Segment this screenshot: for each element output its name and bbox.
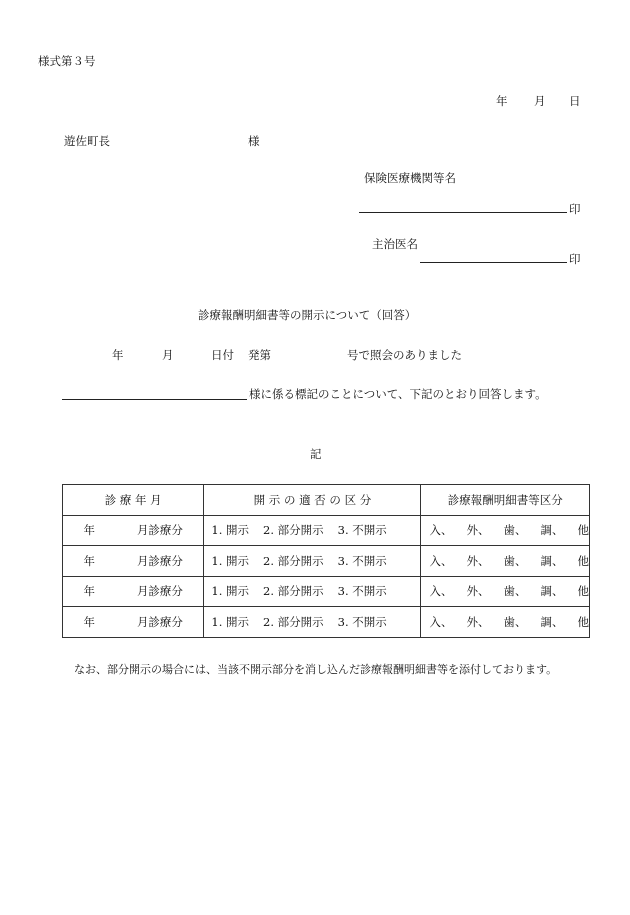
row-year-label: 年 (83, 523, 95, 538)
ref-month: 月 (162, 348, 174, 362)
doctor-signature-line (420, 262, 567, 263)
header-treatment-month: 診 療 年 月 (63, 485, 204, 516)
body-text: 様に係る標記のことについて、下記のとおり回答します。 (249, 387, 547, 401)
option-disclose: 1. 開示 (211, 584, 250, 599)
treatment-month-cell (63, 607, 204, 638)
date-year-label: 年 (496, 94, 508, 108)
disclosure-options-cell (204, 515, 421, 546)
kind-outpatient: 外、 (466, 523, 490, 538)
disclosure-options-cell (204, 576, 421, 607)
option-partial: 2. 部分開示 (263, 614, 324, 629)
form-number: 様式第３号 (38, 54, 96, 68)
patient-name-line (62, 399, 247, 400)
option-partial: 2. 部分開示 (263, 584, 324, 599)
statement-type-cell (421, 576, 590, 607)
ref-day: 日付 (211, 348, 234, 362)
option-disclose: 1. 開示 (211, 523, 250, 538)
kind-pharmacy: 調、 (540, 614, 564, 629)
document-title: 診療報酬明細書等の開示について（回答） (198, 308, 417, 322)
ref-issue: 発第 (248, 348, 271, 362)
row-month-label: 月診療分 (136, 614, 183, 629)
kind-dental: 歯、 (503, 584, 527, 599)
statement-type-cell (421, 546, 590, 577)
statement-type-cell (421, 515, 590, 546)
kind-outpatient: 外、 (466, 553, 490, 568)
table-header-row (63, 485, 590, 516)
date-day-label: 日 (569, 94, 581, 108)
date-month-label: 月 (534, 94, 546, 108)
table-row (63, 576, 590, 607)
kind-dental: 歯、 (503, 523, 527, 538)
addressee-name: 遊佐町長 (64, 134, 110, 148)
doctor-seal: 印 (569, 252, 581, 266)
header-statement-type: 診療報酬明細書等区分 (421, 485, 590, 516)
kind-inpatient: 入、 (429, 523, 453, 538)
institution-signature-line (359, 212, 567, 213)
row-month-label: 月診療分 (136, 584, 183, 599)
option-disclose: 1. 開示 (211, 614, 250, 629)
ki-heading: 記 (310, 447, 322, 461)
row-month-label: 月診療分 (136, 523, 183, 538)
addressee-honorific: 様 (248, 134, 260, 148)
treatment-month-cell (63, 546, 204, 577)
row-year-label: 年 (83, 553, 95, 568)
kind-pharmacy: 調、 (540, 553, 564, 568)
option-nondisclose: 3. 不開示 (337, 584, 387, 599)
disclosure-table (62, 484, 590, 638)
table-row (63, 546, 590, 577)
kind-other: 他 (577, 523, 589, 538)
doctor-label: 主治医名 (372, 237, 418, 251)
kind-pharmacy: 調、 (540, 523, 564, 538)
option-partial: 2. 部分開示 (263, 553, 324, 568)
row-year-label: 年 (83, 584, 95, 599)
kind-outpatient: 外、 (466, 584, 490, 599)
option-nondisclose: 3. 不開示 (337, 614, 387, 629)
option-nondisclose: 3. 不開示 (337, 523, 387, 538)
kind-inpatient: 入、 (429, 553, 453, 568)
ref-number-text: 号で照会のありました (347, 348, 462, 362)
row-year-label: 年 (83, 614, 95, 629)
treatment-month-cell (63, 576, 204, 607)
kind-dental: 歯、 (503, 614, 527, 629)
kind-inpatient: 入、 (429, 614, 453, 629)
kind-dental: 歯、 (503, 553, 527, 568)
kind-pharmacy: 調、 (540, 584, 564, 599)
statement-type-cell (421, 607, 590, 638)
row-month-label: 月診療分 (136, 553, 183, 568)
kind-inpatient: 入、 (429, 584, 453, 599)
kind-outpatient: 外、 (466, 614, 490, 629)
disclosure-options-cell (204, 546, 421, 577)
option-partial: 2. 部分開示 (263, 523, 324, 538)
option-nondisclose: 3. 不開示 (337, 553, 387, 568)
table-row (63, 515, 590, 546)
kind-other: 他 (577, 584, 589, 599)
kind-other: 他 (577, 553, 589, 568)
ref-year: 年 (112, 348, 124, 362)
table-row (63, 607, 590, 638)
footnote: なお、部分開示の場合には、当該不開示部分を消し込んだ診療報酬明細書等を添付しております。 (74, 663, 558, 676)
kind-other: 他 (577, 614, 589, 629)
institution-label: 保険医療機関等名 (364, 171, 456, 185)
disclosure-options-cell (204, 607, 421, 638)
option-disclose: 1. 開示 (211, 553, 250, 568)
header-disclosure-category: 開 示 の 適 否 の 区 分 (204, 485, 421, 516)
treatment-month-cell (63, 515, 204, 546)
institution-seal: 印 (569, 202, 581, 216)
